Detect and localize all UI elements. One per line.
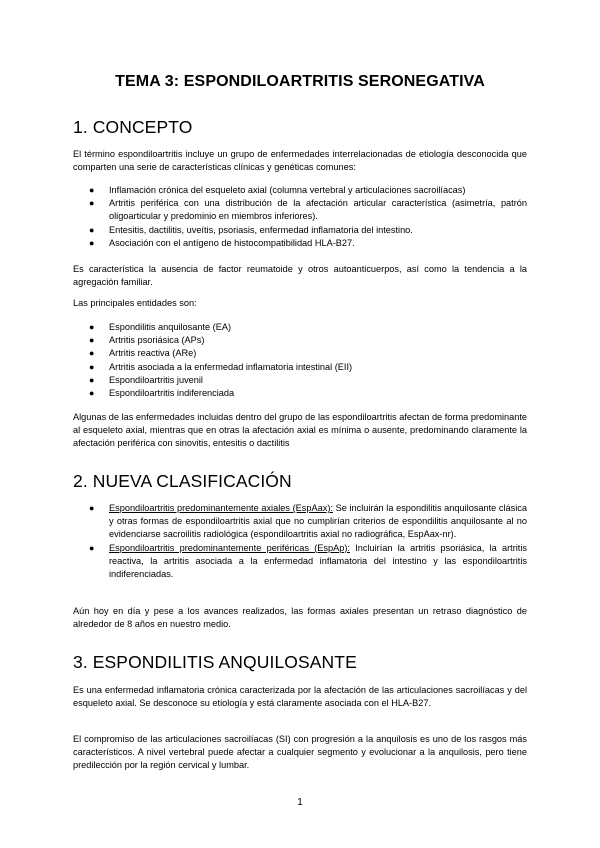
paragraph-entities-intro: Las principales entidades son: xyxy=(73,298,197,308)
section-heading-clasificacion: 2. NUEVA CLASIFICACIÓN xyxy=(73,471,292,491)
bullet-icon: ● xyxy=(89,542,95,553)
bullet-icon: ● xyxy=(89,388,95,399)
bullet-icon: ● xyxy=(89,335,95,346)
bullet-icon: ● xyxy=(89,322,95,332)
paragraph-closing-2: Aún hoy en día y pese a los avances realizados, las formas axiales presentan un retraso diagnóstico de alrededor de 8 años en nuestro medio. xyxy=(73,606,527,630)
term-axial: Espondiloartritis predominantemente axiales (EspAax): xyxy=(109,503,333,513)
list-item: ● Espondiloartritis juvenil xyxy=(73,374,527,387)
list-item: ● Artritis periférica con una distribución de la afectación articular característica (asimetría, patrón oligoarticular y predominio en miembros inferiores). xyxy=(89,198,527,222)
classification-list xyxy=(73,502,527,581)
section-heading-espondilitis: 3. ESPONDILITIS ANQUILOSANTE xyxy=(73,652,357,672)
page-number: 1 xyxy=(297,797,303,808)
bullet-icon: ● xyxy=(89,237,95,248)
list-item: ● Entesitis, dactilitis, uveítis, psoriasis, enfermedad inflamatoria del intestino. xyxy=(73,224,527,237)
list-item: ● Espondiloartritis predominantemente periféricas (EspAp): Incluirían la artritis psoriásica, la artritis reactiva, la artritis asociada a la enfermedad inflamatoria del intestino y las espondiloartritis indiferenciadas. xyxy=(89,542,527,580)
paragraph-intro: El término espondiloartritis incluye un grupo de enfermedades interrelacionadas de etiología desconocida que comparten una serie de características clínicas y genéticas comunes: xyxy=(73,149,527,173)
list-item: ● Artritis reactiva (ARe) xyxy=(73,347,527,360)
bullet-icon: ● xyxy=(89,185,95,195)
paragraph-ea-1: Es una enfermedad inflamatoria crónica caracterizada por la afectación de las articulaciones sacroilíacas y del esqueleto axial. Se desconoce su etiología y está claramente asociada con el HLA-B27. xyxy=(73,685,527,709)
entities-list xyxy=(73,321,527,400)
list-item: ● Artritis asociada a la enfermedad inflamatoria intestinal (EII) xyxy=(73,361,527,374)
bullet-icon: ● xyxy=(89,361,95,372)
paragraph-closing-1: Algunas de las enfermedades incluidas dentro del grupo de las espondiloartritis afectan de forma predominante al esqueleto axial, mientras que en otras la afectación axial es mínima o ausente, predominando claramente la afectación periférica con sinovitis, entesitis o dactilitis xyxy=(73,412,527,449)
paragraph-ea-2: El compromiso de las articulaciones sacroilíacas (SI) con progresión a la anquilosis es uno de los rasgos más característicos. A nivel vertebral puede afectar a cualquier segmento y evolucionar a la anquilosis, pero tiene predilección por la región cervical y lumbar. xyxy=(73,734,527,771)
list-item: ● Asociación con el antígeno de histocompatibilidad HLA-B27. xyxy=(73,237,527,250)
list-item: ● Artritis psoriásica (APs) xyxy=(73,334,527,347)
section-heading-concepto: 1. CONCEPTO xyxy=(73,117,193,137)
bullet-icon: ● xyxy=(89,198,95,209)
bullet-icon: ● xyxy=(89,374,95,385)
term-periferica: Espondiloartritis predominantemente periféricas (EspAp): xyxy=(109,542,350,553)
document-title: TEMA 3: ESPONDILOARTRITIS SERONEGATIVA xyxy=(115,73,485,90)
list-item: ● Espondiloartritis predominantemente axiales (EspAax): Se incluirán la espondilitis anquilosante clásica y otras formas de espondiloartritis axial que no cumplirían criterios de espondilitis anquilosante al no evidenciarse sacroilitis radiológica (espondiloartritis axial no radiográfica, EspAax-nr). xyxy=(89,503,528,540)
bullet-icon: ● xyxy=(89,224,95,235)
list-item: ● Inflamación crónica del esqueleto axial (columna vertebral y articulaciones sacroilíacas) xyxy=(73,184,527,197)
list-item: ● Espondiloartritis indiferenciada xyxy=(73,387,527,400)
features-list xyxy=(73,184,527,250)
list-item: ● Espondilitis anquilosante (EA) xyxy=(73,321,527,334)
bullet-icon: ● xyxy=(89,503,95,513)
paragraph-absence: Es característica la ausencia de factor reumatoide y otros autoanticuerpos, así como la tendencia a la agregación familiar. xyxy=(73,264,527,288)
bullet-icon: ● xyxy=(89,348,95,359)
